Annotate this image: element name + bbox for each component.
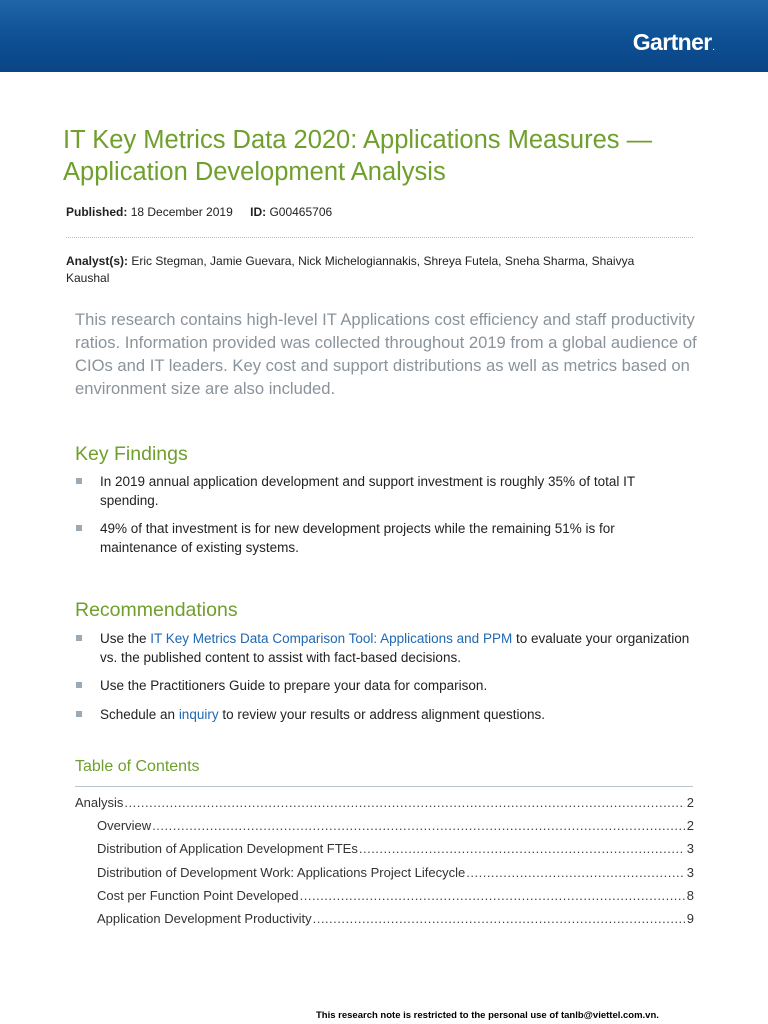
toc-entry[interactable]	[75, 841, 694, 864]
list-item	[75, 677, 695, 696]
toc-entry[interactable]	[75, 865, 694, 888]
analysts-names: Eric Stegman, Jamie Guevara, Nick Michelogiannakis, Shreya Futela, Sneha Sharma, Shaivya Kaushal	[66, 254, 635, 285]
toc-divider	[75, 786, 693, 787]
analysts-label: Analyst(s):	[66, 254, 129, 268]
finding-text: In 2019 annual application development and support investment is roughly 35% of total IT spending.	[100, 474, 635, 508]
bullet-icon	[76, 635, 82, 641]
analysts-line	[66, 253, 666, 286]
toc-entry-label: Distribution of Development Work: Applications Project Lifecycle	[97, 864, 466, 880]
toc-entry-page: 3	[686, 864, 694, 880]
id-label: ID:	[250, 205, 267, 219]
toc-entry-page: 3	[686, 841, 694, 857]
toc-entry[interactable]	[75, 818, 694, 841]
toc-entry[interactable]	[75, 795, 694, 818]
toc-entry-page: 2	[686, 818, 694, 834]
comparison-tool-link[interactable]: IT Key Metrics Data Comparison Tool: Applications and PPM	[150, 631, 513, 646]
recommendations-heading: Recommendations	[75, 599, 238, 621]
bullet-icon	[76, 682, 82, 688]
toc-entry-page: 9	[686, 910, 694, 926]
published-date: 18 December 2019	[130, 205, 233, 219]
footer-restriction-note: This research note is restricted to the personal use of tanlb@viettel.com.vn.	[316, 1010, 659, 1021]
publication-info	[66, 205, 332, 219]
toc-title: Table of Contents	[75, 758, 200, 775]
document-id: G00465706	[269, 205, 333, 219]
key-findings-list	[75, 473, 695, 557]
toc-entry-label: Application Development Productivity	[97, 910, 312, 926]
recommendations-list	[75, 630, 695, 724]
toc-entry-label: Distribution of Application Development FTEs	[97, 841, 358, 857]
published-label: Published:	[66, 205, 128, 219]
dotted-divider	[66, 237, 693, 238]
logo-text: Gartner	[632, 29, 712, 55]
toc-entry-label: Cost per Function Point Developed	[97, 887, 299, 903]
logo-dot: .	[712, 45, 714, 52]
list-item	[75, 520, 695, 557]
inquiry-link[interactable]: inquiry	[178, 706, 219, 722]
toc-entry-label: Overview	[97, 818, 152, 834]
rec-text-pre: Use the	[100, 631, 151, 646]
toc-entry-page: 8	[686, 887, 694, 903]
bullet-icon	[76, 478, 82, 484]
header-banner	[0, 0, 768, 72]
finding-text: 49% of that investment is for new development projects while the remaining 51% is for maintenance of existing systems.	[100, 521, 615, 555]
list-item	[75, 706, 695, 725]
toc-entry[interactable]	[75, 888, 694, 911]
rec-text-pre: Schedule an	[100, 706, 179, 722]
list-item	[75, 630, 695, 667]
rec-text: Use the Practitioners Guide to prepare your data for comparison.	[100, 678, 488, 693]
toc-entry-page: 2	[686, 795, 694, 810]
gartner-logo	[633, 29, 714, 56]
toc-entry[interactable]	[75, 911, 694, 934]
key-findings-heading: Key Findings	[75, 443, 188, 465]
toc-entry-label: Analysis	[75, 795, 124, 810]
bullet-icon	[76, 525, 82, 531]
rec-text-post: to review your results or address alignment questions.	[218, 706, 545, 722]
document-title: IT Key Metrics Data 2020: Applications Measures — Application Development Analysis	[63, 126, 653, 186]
summary-text: This research contains high-level IT Applications cost efficiency and staff productivity ratios. Information provided was collected throughout 2019 from a global audience of CIOs and IT leaders. Key cost and support distributions as well as metrics based on environment size are also included.	[75, 310, 697, 398]
table-of-contents	[75, 795, 694, 934]
bullet-icon	[76, 711, 82, 717]
rec-text-post: to evaluate your organization vs. the published content to assist with fact-based decisions.	[100, 631, 690, 665]
list-item	[75, 473, 695, 510]
